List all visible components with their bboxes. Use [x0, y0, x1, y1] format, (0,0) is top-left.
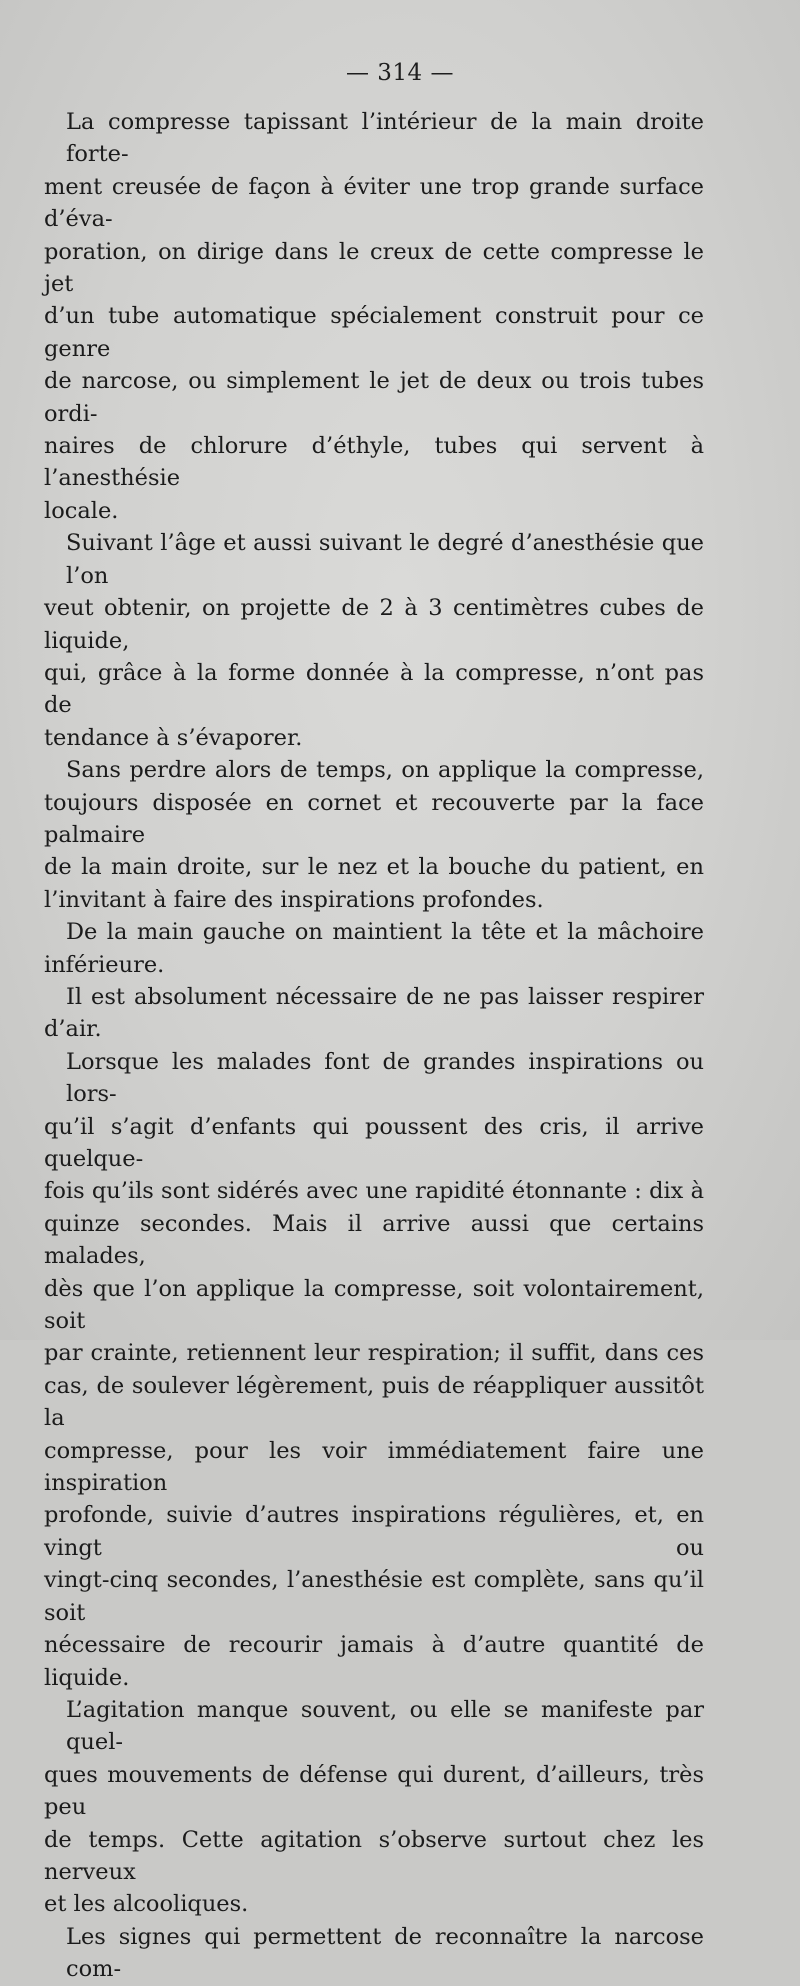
text-line: qui, grâce à la forme donnée à la compresse, n’ont pas de: [44, 659, 704, 719]
paragraph: [44, 981, 704, 1046]
text-line: nécessaire de recourir jamais à d’autre quantité de liquide.: [44, 1632, 704, 1691]
paragraph: [44, 1694, 704, 1921]
paragraph: [44, 754, 704, 916]
text-line: poration, on dirige dans le creux de cette compresse le jet: [44, 238, 704, 298]
text-line: Il est absolument nécessaire de ne pas laisser respirer: [66, 983, 704, 1010]
text-line: L’agitation manque souvent, ou elle se manifeste par quel-: [66, 1696, 704, 1756]
text-line: locale.: [44, 497, 119, 524]
text-line: par crainte, retiennent leur respiration; il suffit, dans ces: [44, 1340, 704, 1367]
body-text: [44, 106, 704, 1986]
paragraph: [44, 106, 704, 527]
text-line: vingt-cinq secondes, l’anesthésie est complète, sans qu’il soit: [44, 1567, 704, 1626]
paragraph: [44, 916, 704, 981]
text-line: d’air.: [44, 1016, 102, 1043]
text-line: ques mouvements de défense qui durent, d’ailleurs, très peu: [44, 1761, 704, 1821]
text-line: De la main gauche on maintient la tête et la mâchoire: [66, 919, 704, 946]
text-line: toujours disposée en cornet et recouverte par la face palmaire: [44, 789, 704, 848]
text-line: inférieure.: [44, 951, 165, 978]
text-line: qu’il s’agit d’enfants qui poussent des cris, il arrive quelque-: [44, 1113, 704, 1172]
page-number: — 314 —: [345, 60, 455, 86]
text-line: dès que l’on applique la compresse, soit volontairement, soit: [44, 1275, 704, 1335]
text-line: naires de chlorure d’éthyle, tubes qui servent à l’anesthésie: [44, 433, 704, 492]
text-line: cas, de soulever légèrement, puis de réappliquer aussitôt la: [44, 1372, 704, 1432]
text-line: La compresse tapissant l’intérieur de la main droite forte-: [66, 109, 704, 168]
paragraph: [44, 1921, 704, 1986]
text-line: de narcose, ou simplement le jet de deux ou trois tubes ordi-: [44, 368, 704, 427]
text-line: compresse, pour les voir immédiatement faire une inspiration: [44, 1437, 704, 1497]
text-line: quinze secondes. Mais il arrive aussi que certains malades,: [44, 1210, 704, 1270]
text-line: ment creusée de façon à éviter une trop grande surface d’éva-: [44, 173, 704, 233]
text-line: de temps. Cette agitation s’observe surtout chez les nerveux: [44, 1826, 704, 1885]
paragraph: [44, 1046, 704, 1694]
paragraph: [44, 527, 704, 754]
text-line: et les alcooliques.: [44, 1891, 249, 1918]
text-line: Lorsque les malades font de grandes inspirations ou lors-: [66, 1048, 704, 1108]
text-line: Suivant l’âge et aussi suivant le degré d’anesthésie que l’on: [66, 530, 704, 589]
text-line: fois qu’ils sont sidérés avec une rapidité étonnante : dix à: [44, 1178, 704, 1205]
text-line: d’un tube automatique spécialement construit pour ce genre: [44, 303, 704, 362]
text-line: de la main droite, sur le nez et la bouche du patient, en: [44, 854, 704, 881]
text-line: profonde, suivie d’autres inspirations régulières, et, en vingt ou: [44, 1502, 704, 1561]
text-line: Les signes qui permettent de reconnaître la narcose com-: [66, 1923, 704, 1983]
text-line: Sans perdre alors de temps, on applique la compresse,: [66, 757, 704, 784]
text-line: tendance à s’évaporer.: [44, 724, 303, 751]
text-line: veut obtenir, on projette de 2 à 3 centimètres cubes de liquide,: [44, 595, 704, 654]
text-line: l’invitant à faire des inspirations profondes.: [44, 886, 544, 913]
